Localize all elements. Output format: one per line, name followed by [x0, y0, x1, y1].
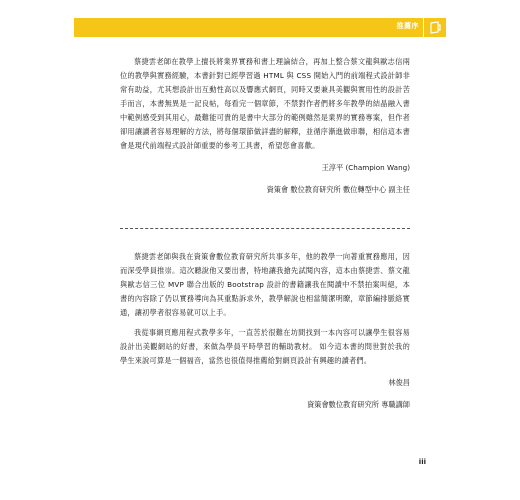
section-label: 推薦序 — [396, 22, 419, 30]
recommendation-2-paragraph-1: 蔡捷雲老師與我在資策會數位教育研究所共事多年，他的教學一向著重實務應用，因而深受學員推崇。這次聽說他又要出書，特地讓我搶先試閱內容，這本由蔡捷雲、蔡文龍與歐志信三位 MVP 聯合出版的 Bootstrap 設計的書籍讓我在閱讀中不禁拍案叫絕，本書的內容除了仍以實務導向為其重點訴求外，教學解說也相當簡潔明瞭，章節編排脈絡實通，讓初學者很容易就可以上手。 — [120, 252, 410, 317]
recommendation-2 — [120, 250, 410, 412]
recommendation-2-paragraph-2: 我從事網頁應用程式教學多年，一直苦於很難在坊間找到一本內容可以讓學生很容易設計出美觀網站的好書，來做為學員平時學習的輔助教材。 如今這本書的問世對於我的學生來說可算是一個福音，當然也很值得推薦給對網頁設計有興趣的讀者們。 — [120, 328, 410, 365]
recommendation-1-signature-name: 王淳平 (Champion Wang) — [321, 163, 410, 172]
recommendation-2-signature-title: 資策會數位教育研究所 專職講師 — [307, 400, 410, 409]
recommendation-1-paragraph: 蔡捷雲老師在教學上擅長將業界實務和書上理論結合，再加上整合蔡文龍與歐志信兩位的教學與實務經驗，本書針對已經學習過 HTML 與 CSS 開始入門的前端程式設計師非常有助益，尤其想設計出互動性高以及響應式網頁，同時又要兼具美觀與實用性的設計苦手而言，本書無異是一記良帖，每看完一個章節，不禁對作者們將多年教學的結晶融入書中範例感受到其用心，最難能可貴的是書中大部分的範例雖然是業界的實務專案，但作者卻用讓讀者容易理解的方法，將每個環節做詳盡的解釋，並循序漸進做串聯，相信這本書會是現代前端程式設計師重要的參考工具書，希望您會喜歡。 — [120, 57, 410, 150]
page-number: iii — [418, 458, 426, 466]
section-divider — [120, 228, 410, 229]
recommendation-1-signature-title: 資策會 數位教育研究所 數位轉型中心 副主任 — [266, 185, 410, 194]
chapter-header-bar — [74, 18, 446, 37]
book-tab-icon — [429, 21, 441, 34]
recommendation-2-signature-name: 林俊昌 — [388, 378, 410, 387]
recommendation-1 — [120, 55, 410, 197]
header-tab — [423, 18, 446, 37]
